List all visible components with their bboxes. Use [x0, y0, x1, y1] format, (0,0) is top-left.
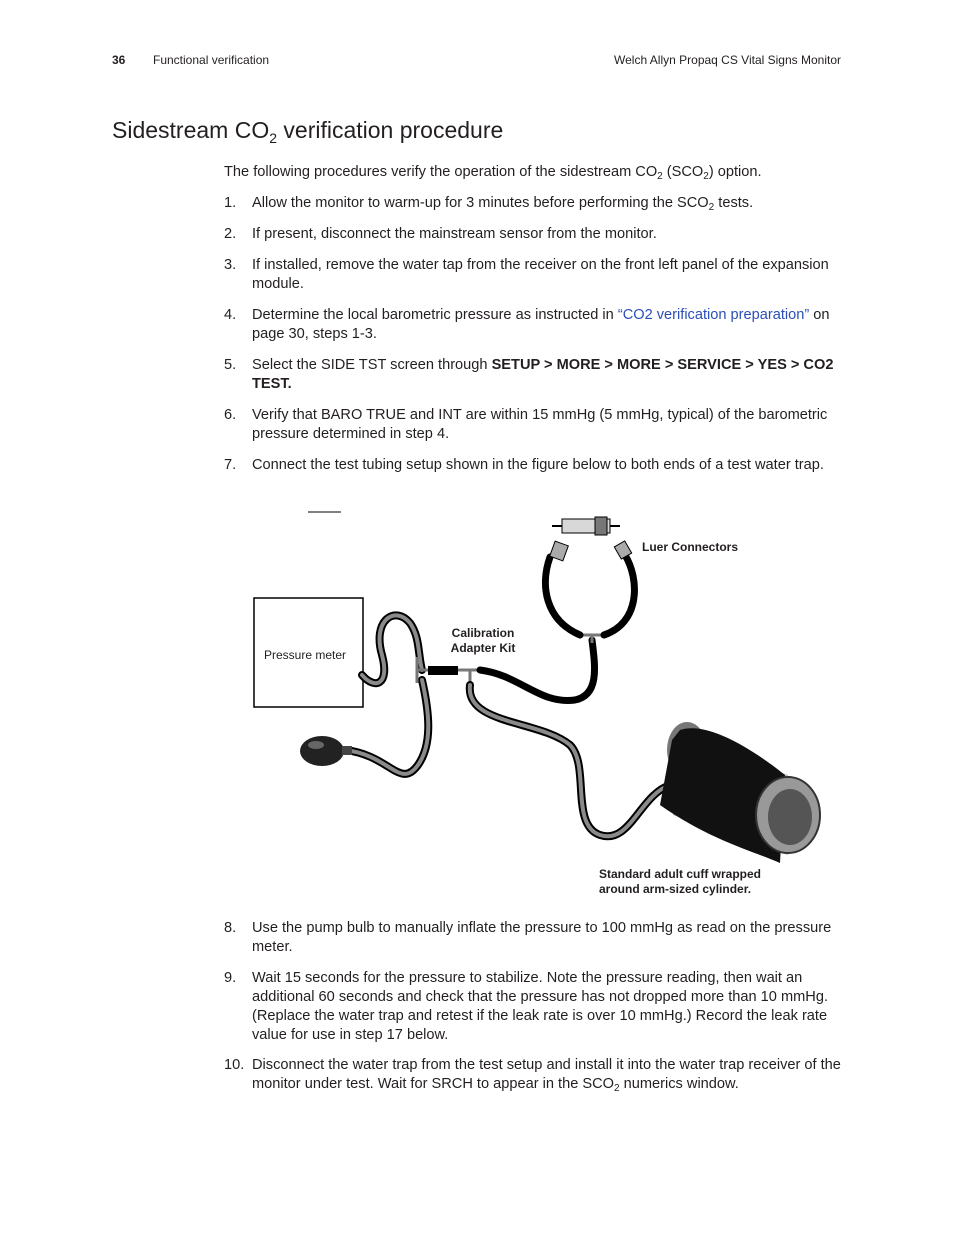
luer-connectors-label: Luer Connectors [642, 540, 739, 554]
step-6: 6. Verify that BARO TRUE and INT are within 15 mmHg (5 mmHg, typical) of the barometric pressure determined in step 4. [224, 407, 828, 442]
luer-connector-icon [550, 541, 632, 561]
step-1: 1. Allow the monitor to warm-up for 3 minutes before performing the $SCO_2$ tests. [224, 195, 754, 213]
step-2: 2. If present, disconnect the mainstream sensor from the monitor. [224, 226, 657, 242]
step-8: 8. Use the pump bulb to manually inflate the pressure to 100 mmHg as read on the pressure meter. [224, 920, 832, 955]
step-5: 5. Select the SIDE TST screen through SETUP > MORE > MORE > SERVICE > YES > CO2 TEST. [224, 357, 834, 392]
step-4: 4. Determine the local barometric pressure as instructed in “CO2 verification preparation” on page 30, steps 1-3. [224, 307, 830, 342]
step-10: 10. Disconnect the water trap from the test setup and install it into the water trap receiver of the monitor under test. Wait for SRCH to appear in the $SCO_2$ numerics window. [224, 1057, 841, 1094]
step-7: 7. Connect the test tubing setup shown in the figure below to both ends of a test water trap. [224, 457, 824, 473]
calibration-adapter-label: Calibration Adapter Kit [450, 626, 516, 655]
test-setup-illustration [240, 505, 850, 900]
step-3: 3. If installed, remove the water tap from the receiver on the front left panel of the expansion module. [224, 257, 829, 292]
test-setup-figure [240, 505, 850, 900]
page-number: 36 [112, 53, 126, 67]
pressure-meter-label: Pressure meter [264, 648, 347, 662]
page-title: Sidestream $CO_2$ verification procedure [112, 117, 504, 146]
water-trap-icon [552, 517, 620, 535]
cuff-label: Standard adult cuff wrapped around arm-sized cylinder. [599, 867, 762, 896]
section-name: Functional verification [153, 53, 270, 67]
cuff-cylinder-icon [660, 722, 820, 863]
pump-bulb-icon [300, 736, 352, 766]
cross-reference-link[interactable]: “CO2 verification preparation” [617, 307, 810, 323]
intro-paragraph: The following procedures verify the operation of the sidestream $CO_2$ $(SCO_2)$ option. [224, 164, 762, 182]
document-title: Welch Allyn Propaq CS Vital Signs Monitor [614, 53, 841, 67]
step-9: 9. Wait 15 seconds for the pressure to stabilize. Note the pressure reading, then wait an additional 60 seconds and check that the pressure has not dropped more than 10 mmHg. (Replace the water trap and retest if the leak rate is over 10 mmHg.) Record the leak rate value for use in step 17 below. [224, 970, 828, 1043]
